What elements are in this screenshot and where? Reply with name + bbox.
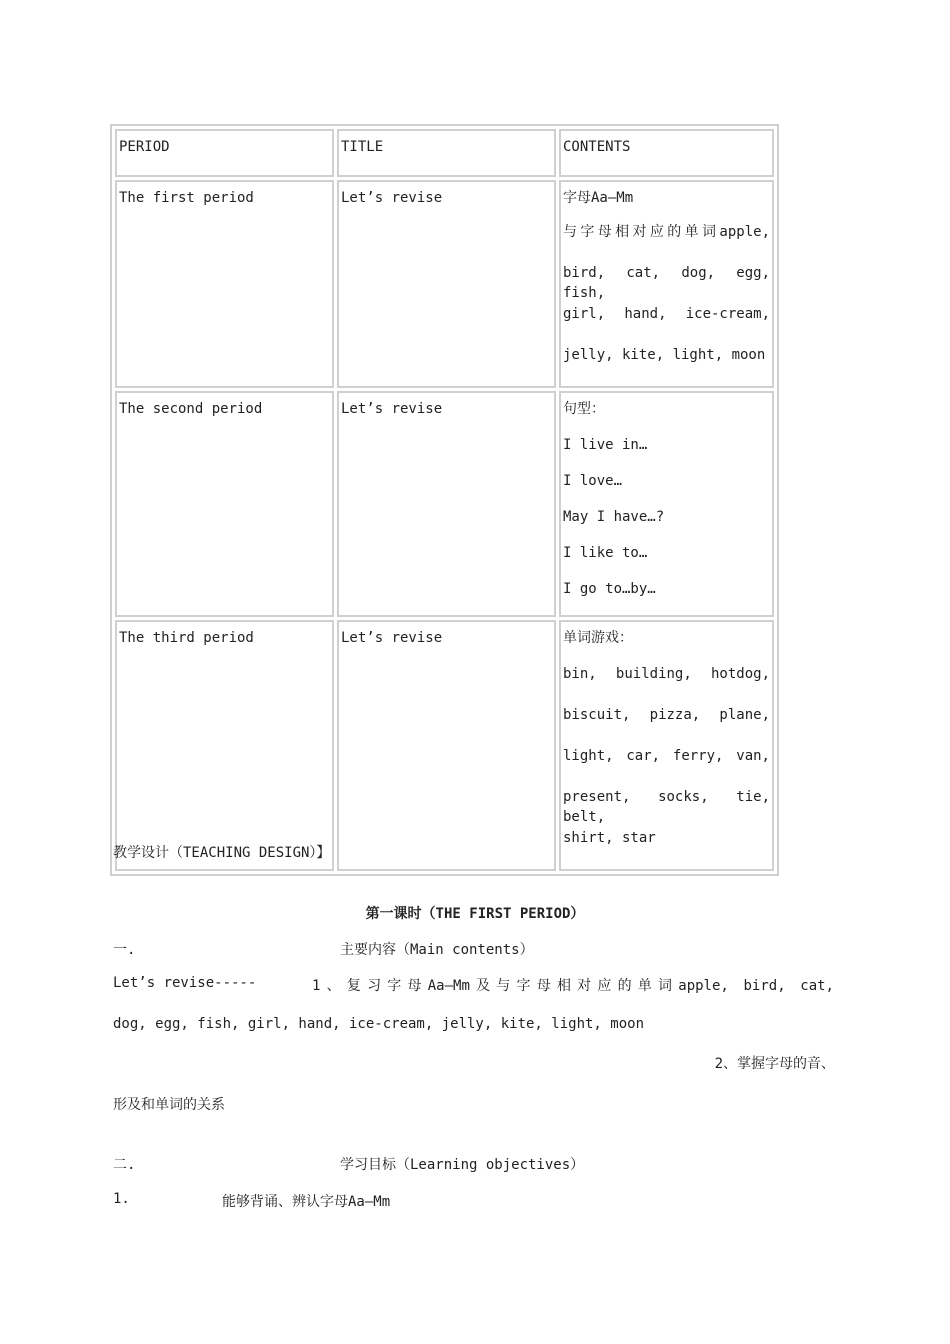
contents-line: 句型： bbox=[563, 401, 605, 417]
section2-item1-text: 能够背诵、辨认字母Aa—Mm bbox=[222, 1194, 391, 1210]
contents-line: shirt, star bbox=[563, 830, 656, 846]
period-heading: 第一课时（THE FIRST PERIOD） bbox=[365, 906, 585, 922]
contents-line: 字母Aa—Mm bbox=[563, 190, 634, 206]
lesson-plan-table bbox=[110, 124, 779, 876]
contents-line: bird, cat, dog, egg, fish, bbox=[563, 265, 770, 301]
section1-item1-line1: 1、复习字母Aa—Mm及与字母相对应的单词apple, bird, cat, bbox=[312, 978, 834, 994]
contents-line: jelly, kite, light, moon bbox=[563, 347, 766, 363]
table-header-row bbox=[115, 129, 774, 177]
title-cell: Let’s revise bbox=[337, 391, 556, 617]
contents-line: girl, hand, ice-cream, bbox=[563, 306, 770, 322]
contents-line: 与字母相对应的单词apple, bbox=[563, 224, 770, 240]
contents-line: present, socks, tie, belt, bbox=[563, 789, 770, 825]
section2-title: 学习目标（Learning objectives） bbox=[340, 1157, 585, 1173]
contents-line: I live in… bbox=[563, 437, 648, 453]
title-cell: Let’s revise bbox=[337, 180, 556, 388]
contents-line: I love… bbox=[563, 473, 623, 489]
header-period: PERIOD bbox=[115, 129, 334, 177]
section1-intro: Let’s revise----- bbox=[113, 975, 257, 991]
header-contents: CONTENTS bbox=[559, 129, 774, 177]
contents-line: I go to…by… bbox=[563, 581, 656, 597]
contents-line: May I have…? bbox=[563, 509, 665, 525]
table-row bbox=[115, 180, 774, 388]
contents-line: light, car, ferry, van, bbox=[563, 748, 770, 764]
section2-item1-number: 1. bbox=[113, 1191, 130, 1207]
contents-line: I like to… bbox=[563, 545, 648, 561]
section2-number: 二. bbox=[113, 1157, 136, 1173]
contents-cell bbox=[559, 180, 774, 388]
table-row bbox=[115, 391, 774, 617]
contents-line: bin, building, hotdog, bbox=[563, 666, 770, 682]
section1-number: 一. bbox=[113, 942, 136, 958]
period-cell: The first period bbox=[115, 180, 334, 388]
section1-item2-line1: 2、掌握字母的音、 bbox=[714, 1056, 835, 1072]
contents-line: biscuit, pizza, plane, bbox=[563, 707, 770, 723]
period-cell: The third period bbox=[115, 620, 334, 871]
section1-item1-line2: dog, egg, fish, girl, hand, ice-cream, jelly, kite, light, moon bbox=[113, 1016, 645, 1032]
period-cell: The second period bbox=[115, 391, 334, 617]
contents-line: 单词游戏： bbox=[563, 630, 633, 646]
section1-title: 主要内容（Main contents） bbox=[340, 942, 534, 958]
contents-cell bbox=[559, 391, 774, 617]
teaching-design-heading: 教学设计（TEACHING DESIGN）】 bbox=[113, 845, 331, 861]
header-title: TITLE bbox=[337, 129, 556, 177]
table-row bbox=[115, 620, 774, 871]
title-cell: Let’s revise bbox=[337, 620, 556, 871]
contents-cell bbox=[559, 620, 774, 871]
section1-item2-line2: 形及和单词的关系 bbox=[113, 1097, 225, 1113]
